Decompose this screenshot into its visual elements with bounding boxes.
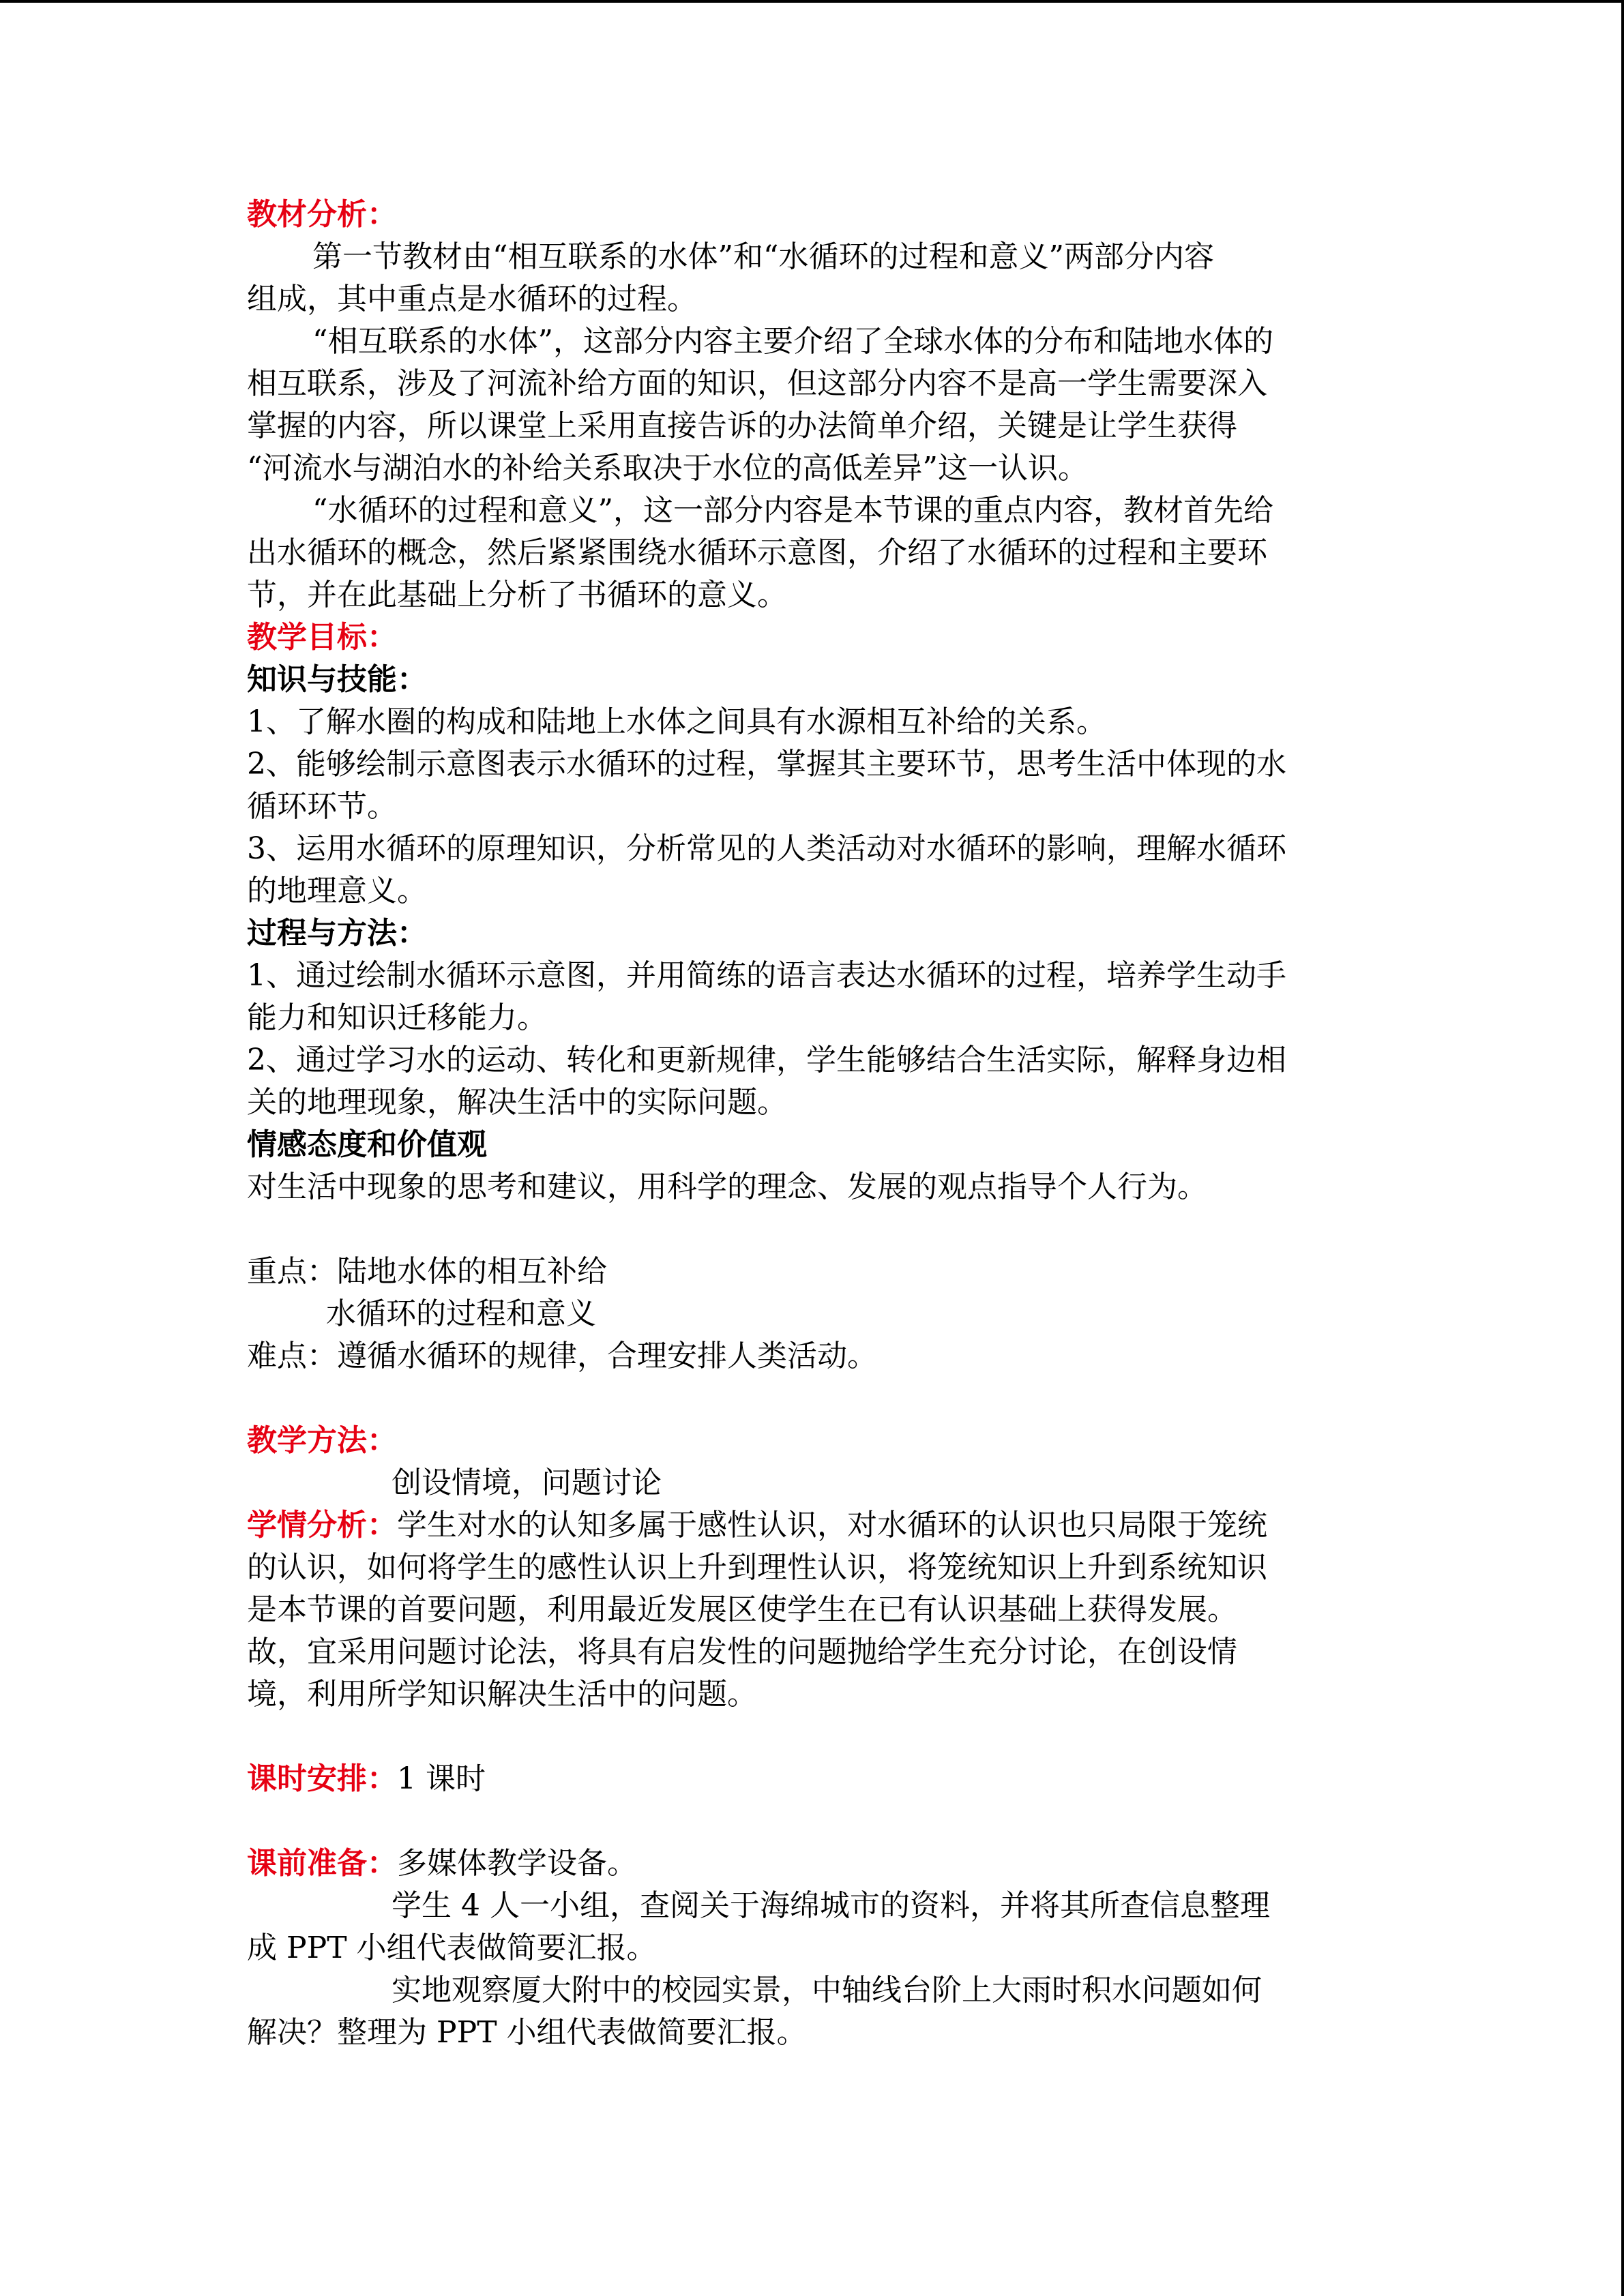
paragraph-line: 故，宜采用问题讨论法，将具有启发性的问题抛给学生充分讨论，在创设情 (247, 1635, 1237, 1669)
paragraph-line: 组成，其中重点是水循环的过程。 (247, 282, 697, 316)
list-item-continued: 能力和知识迁移能力。 (247, 1000, 547, 1035)
list-item-continued: 的地理意义。 (247, 874, 427, 908)
spacer (247, 1716, 1379, 1758)
subheading-knowledge-skills: 知识与技能： (247, 662, 427, 697)
paragraph-text: 多媒体教学设备。 (397, 1846, 637, 1881)
class-hours-value: 1 课时 (397, 1761, 486, 1796)
paragraph-line: 的认识，如何将学生的感性认识上升到理性认识，将笼统知识上升到系统知识 (247, 1550, 1267, 1585)
paragraph-line: 是本节课的首要问题，利用最近发展区使学生在已有认识基础上获得发展。 (247, 1592, 1237, 1627)
top-border (0, 0, 1624, 3)
difficult-point-line: 难点：遵循水循环的规律，合理安排人类活动。 (247, 1339, 877, 1373)
paragraph-line: 学生 4 人一小组，查阅关于海绵城市的资料，并将其所查信息整理 (392, 1888, 1270, 1923)
paragraph-line: “水循环的过程和意义”，这一部分内容是本节课的重点内容，教材首先给 (312, 493, 1273, 528)
key-point-line: 水循环的过程和意义 (326, 1296, 596, 1331)
section-heading-preparation: 课前准备： (247, 1846, 397, 1881)
paragraph-line: 成 PPT 小组代表做简要汇报。 (247, 1930, 657, 1965)
paragraph-line: 解决？整理为 PPT 小组代表做简要汇报。 (247, 2015, 807, 2050)
paragraph-line: 相互联系，涉及了河流补给方面的知识，但这部分内容不是高一学生需要深入 (247, 366, 1267, 401)
document-page (247, 194, 1379, 2054)
paragraph-line: 出水循环的概念，然后紧紧围绕水循环示意图，介绍了水循环的过程和主要环 (247, 535, 1267, 570)
section-heading-student-analysis: 学情分析： (247, 1508, 397, 1542)
section-heading-class-hours: 课时安排： (247, 1761, 397, 1796)
spacer (247, 1208, 1379, 1251)
preparation-line (247, 1843, 1379, 1885)
spacer (247, 1377, 1379, 1420)
paragraph-line: 节，并在此基础上分析了书循环的意义。 (247, 578, 787, 612)
paragraph-line: “相互联系的水体”，这部分内容主要介绍了全球水体的分布和陆地水体的 (312, 324, 1273, 359)
list-item: 1、了解水圈的构成和陆地上水体之间具有水源相互补给的关系。 (247, 704, 1106, 739)
paragraph-line: 实地观察厦大附中的校园实景，中轴线台阶上大雨时积水问题如何 (392, 1973, 1262, 2008)
section-heading-textbook-analysis: 教材分析： (247, 197, 397, 232)
paragraph-line: “河流水与湖泊水的补给关系取决于水位的高低差异”这一认识。 (247, 451, 1088, 486)
list-item: 3、运用水循环的原理知识，分析常见的人类活动对水循环的影响，理解水循环 (247, 831, 1286, 866)
spacer (247, 1800, 1379, 1843)
list-item-continued: 关的地理现象，解决生活中的实际问题。 (247, 1085, 787, 1120)
right-border (1621, 0, 1624, 2296)
paragraph-line: 对生活中现象的思考和建议，用科学的理念、发展的观点指导个人行为。 (247, 1169, 1207, 1204)
paragraph-line: 境，利用所学知识解决生活中的问题。 (247, 1677, 757, 1712)
list-item: 2、能够绘制示意图表示水循环的过程，掌握其主要环节，思考生活中体现的水 (247, 747, 1286, 781)
subheading-attitude-values: 情感态度和价值观 (247, 1127, 487, 1162)
paragraph-line: 掌握的内容，所以课堂上采用直接告诉的办法简单介绍，关键是让学生获得 (247, 408, 1237, 443)
section-heading-teaching-goals: 教学目标： (247, 620, 397, 655)
class-hours-line (247, 1758, 1379, 1800)
subheading-process-methods: 过程与方法： (247, 916, 427, 951)
list-item-continued: 循环环节。 (247, 789, 397, 824)
paragraph-line: 第一节教材由“相互联系的水体”和“水循环的过程和意义”两部分内容 (312, 239, 1214, 274)
list-item: 2、通过学习水的运动、转化和更新规律，学生能够结合生活实际，解释身边相 (247, 1043, 1286, 1077)
paragraph-text: 学生对水的认知多属于感性认识，对水循环的认识也只局限于笼统 (397, 1508, 1267, 1542)
list-item: 1、通过绘制水循环示意图，并用简练的语言表达水循环的过程，培养学生动手 (247, 958, 1286, 993)
section-heading-teaching-method: 教学方法： (247, 1423, 397, 1458)
student-analysis-line (247, 1504, 1379, 1547)
paragraph-line: 创设情境，问题讨论 (392, 1465, 662, 1500)
key-point-line: 重点：陆地水体的相互补给 (247, 1254, 607, 1289)
